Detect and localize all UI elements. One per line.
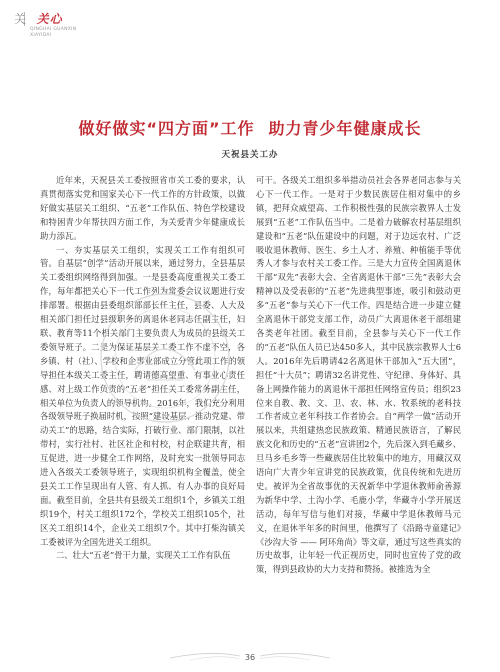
- right-paragraph-1: 可干。各级关工组织多举措动员社会各界老同志参与关心下一代工作。一是对于少数民族居住相对集中的乡镇，把拜众威望高、工作积极性强的民族宗教界人士发展到“五老”工作队伍当中。二是着力破解农村基层组织建设和“五老”队伍建设中的问题，对于边远农村、广泛吸收退休教师、医生、乡土人才、养殖、种植能手等优秀人才参与农村关工委工作。三是大力宣传全国离退休干部“双先”表彰大会、全省离退休干部“三先”表彰大会精神以及受表彰的“五老”先进典型事迹，吸引和鼓动更多“五老”参与关心下一代工作。四是结合进一步建立健全离退休干部党支部工作，动员广大离退休老干部组建各类老年社团。截至目前，全县参与关心下一代工作的“五老”队伍人员已达450多人，其中民族宗教界人士6人。2016年先后聘请42名离退休干部加入“五大团”，担任“十大员”；聘请32名讲党性、守纪律、身体好、具备上网操作能力的离退休干部担任网络宣传员；组织23位来自教、教、文、卫、农、林、水、牧系统的老科技工作者成立老年科技工作者协会。自“两学一做”活动开展以来，共组建热恋民族政策、精通民族语言，了解民族文化和历史的“五老”宣讲团2个，先后深入到毛藏乡、旦马乡毛乡等一些藏族居住比较集中的地方，用藏汉双语向广大青少年宣讲党的民族政策，优良传统和先进历史。被评为全省故事优的天祝新华中学退休教师俞善源为新华中学、土沟小学、毛鹿小学，华藏寺小学开展送活动，每年写信与他们对接，华藏中学退休教师马元义，在退休半年多的时间里，他撰写了《沿路寺童建记》《沙沟大爷 —— 阿环角尚》等文章，通过写这些真实的历史故事，让年轻一代正视历史，同时也宣传了党的政策，得到县政协的大力支持和赞扬。被推选为全: [256, 175, 461, 575]
- masthead-accent: 关心: [36, 12, 63, 26]
- masthead-logo: [14, 10, 63, 27]
- page-number: 36: [244, 653, 256, 662]
- article-author: 天祝县关工办: [221, 150, 279, 160]
- article-title-part1: 做好做实“四方面”工作: [78, 119, 255, 138]
- left-column: [40, 174, 245, 563]
- left-paragraph-3: 二、壮大“五老”骨干力量，实现关工工作有队伍: [56, 550, 231, 561]
- masthead-subtitle: [30, 27, 76, 39]
- masthead-prefix: 关: [14, 12, 28, 26]
- left-paragraph-2: 一、夯实基层关工组织，实现关工工作有组织可管。自基层“创学”活动开展以来，通过努力，全县基层关工委组织网络得到加强。一是县委高度重视关工委工作，每年都把关心下一代工作列为常委会议议题进行安排部署。根据由县委组织部部长任主任，县委、人大及相关部门担任过县级职务的离退休老同志任副主任，妇联、教育等11个相关部门主要负责人为成员的县级关工委领导班子。二是为保证基层关工委工作不虚不空，各乡镇、村（社）、学校和企事业部成立分管此项工作的领导担任本级关工委主任，聘请德高望重、有事业心责任感、对上级工作负责的“五老”担任关工委常务副主任，相关单位为负责人的领导机构。2016年，我们充分利用各级领导班子换届时机，按照“建设基层、推动党建、带动关工”的思路，结合实际，打破行业、部门限制，以社带村，实行社村、社区社企和村校，村企联建共育，相互促进，进一步健全工作网络，及时充实一批领导同志进入各级关工委领导班子，实现组织机构全覆盖，使全县关工工作呈现出有人管、有人抓、有人办事的良好局面。截至目前，全县共有县级关工组织1个，乡镇关工组织19个，村关工组织172个，学校关工组织105个，社区关工组织14个，企业关工组织7个。其中打柴沟镇关工委被评为全国先进关工组织。: [40, 244, 245, 547]
- article-title-part2: 助力青少年健康成长: [268, 119, 422, 138]
- left-paragraph-1: 近年来，天祝县关工委按照省市关工委的要求，认真贯彻落实党和国家关心下一代工作的方针政策，以做好做实基层关工组织、“五老”工作队伍、特色学校建设和特困青少年帮扶四方面工作，为关爱青少年健康成长助力添瓦。: [40, 175, 245, 241]
- right-column: [256, 174, 461, 577]
- masthead-sub-line1: QINGHAI GUANXIN: [30, 27, 77, 32]
- article-title: [0, 116, 500, 139]
- magazine-masthead: [14, 10, 104, 46]
- masthead-sub-line2: XIAYIDAI: [30, 33, 52, 38]
